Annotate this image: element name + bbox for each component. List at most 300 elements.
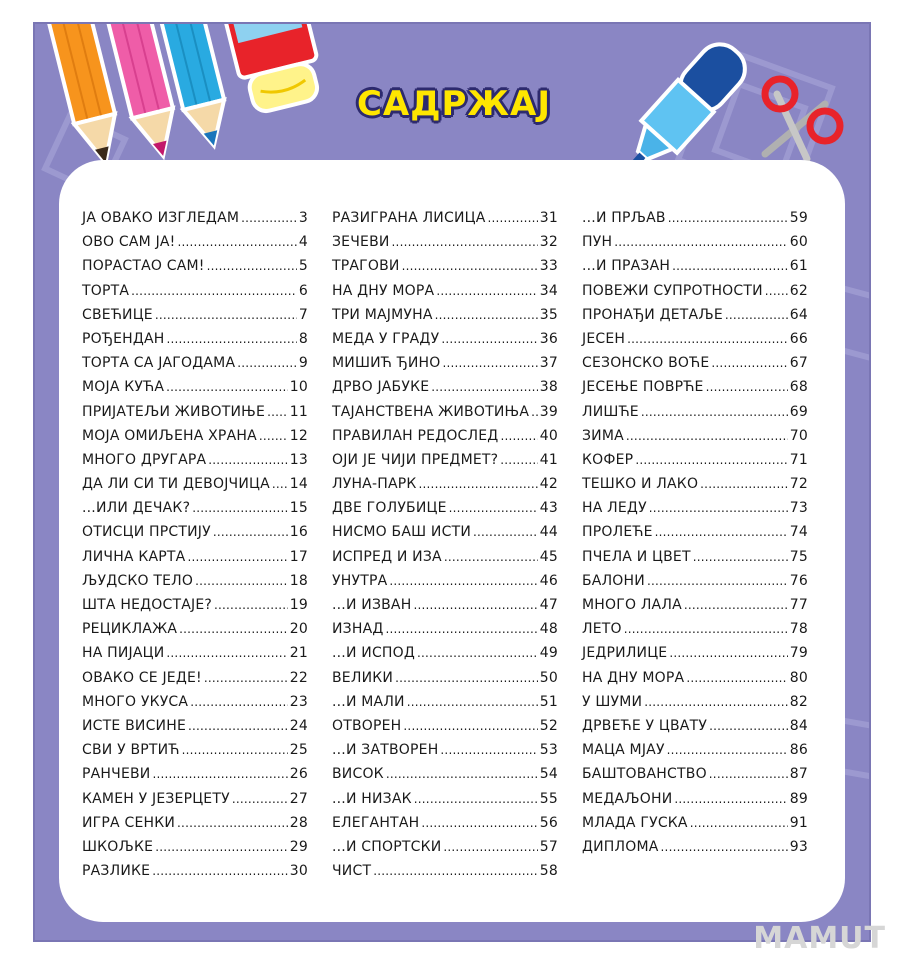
entry-title: ...ИЛИ ДЕЧАК?	[82, 500, 191, 517]
dot-leader	[403, 719, 537, 733]
contents-entry	[82, 331, 308, 355]
dot-leader	[626, 429, 788, 443]
dot-leader	[684, 598, 788, 612]
contents-entry	[582, 621, 808, 645]
contents-entry	[82, 258, 308, 282]
entry-title: ВИСОК	[332, 766, 384, 783]
contents-entry	[82, 839, 308, 863]
dot-leader	[473, 525, 538, 539]
dot-leader	[272, 477, 288, 491]
contents-entry	[582, 815, 808, 839]
entry-title: ЈЕДРИЛИЦЕ	[582, 645, 668, 662]
entry-page-number: 17	[289, 548, 308, 565]
dot-leader	[644, 695, 788, 709]
entry-title: ОВАКО СЕ ЈЕДЕ!	[82, 669, 202, 686]
entry-page-number: 11	[289, 403, 308, 420]
contents-entry	[582, 307, 808, 331]
entry-title: ЧИСТ	[332, 863, 372, 880]
entry-page-number: 38	[539, 379, 558, 396]
dot-leader	[700, 477, 788, 491]
dot-leader	[431, 380, 538, 394]
dot-leader	[419, 477, 538, 491]
entry-title: МЛАДА ГУСКА	[582, 814, 688, 831]
entry-title: УНУТРА	[332, 572, 388, 589]
entry-title: ТОРТА	[82, 282, 130, 299]
entry-page-number: 82	[789, 693, 808, 710]
entry-page-number: 70	[789, 427, 808, 444]
entry-page-number: 44	[539, 524, 558, 541]
entry-title: ...И ПРАЗАН	[582, 258, 671, 275]
entry-page-number: 13	[289, 451, 308, 468]
contents-entry	[332, 404, 558, 428]
dot-leader	[166, 380, 288, 394]
contents-entry	[582, 404, 808, 428]
contents-entry	[332, 210, 558, 234]
entry-page-number: 16	[289, 524, 308, 541]
entry-page-number: 87	[789, 766, 808, 783]
entry-page-number: 9	[298, 355, 308, 372]
dot-leader	[395, 671, 538, 685]
dot-leader	[711, 356, 787, 370]
entry-page-number: 31	[539, 210, 558, 226]
contents-entry	[332, 355, 558, 379]
entry-title: ДРВЕЋЕ У ЦВАТУ	[582, 717, 708, 734]
contents-entry	[582, 476, 808, 500]
dot-leader	[655, 525, 788, 539]
entry-title: РАНЧЕВИ	[82, 766, 151, 783]
entry-page-number: 89	[789, 790, 808, 807]
entry-page-number: 80	[789, 669, 808, 686]
entry-title: ДВЕ ГОЛУБИЦЕ	[332, 500, 447, 517]
dot-leader	[213, 525, 288, 539]
contents-entry	[332, 645, 558, 669]
entry-page-number: 66	[789, 330, 808, 347]
entry-page-number: 18	[289, 572, 308, 589]
dot-leader	[386, 622, 538, 636]
dot-leader	[155, 840, 288, 854]
dot-leader	[152, 864, 288, 878]
contents-entry	[82, 379, 308, 403]
entry-page-number: 74	[789, 524, 808, 541]
entry-title: ОТВОРЕН	[332, 717, 402, 734]
entry-title: ПРАВИЛАН РЕДОСЛЕД	[332, 427, 499, 444]
contents-column-1	[82, 210, 308, 887]
contents-entry	[82, 742, 308, 766]
entry-title: МЕДАЉОНИ	[582, 790, 673, 807]
entry-page-number: 50	[539, 669, 558, 686]
entry-page-number: 52	[539, 717, 558, 734]
contents-entry	[82, 621, 308, 645]
entry-title: ТЕШКО И ЛАКО	[582, 476, 699, 493]
entry-title: КОФЕР	[582, 451, 634, 468]
dot-leader	[155, 308, 297, 322]
entry-title: НА ПИЈАЦИ	[82, 645, 165, 662]
entry-page-number: 10	[289, 379, 308, 396]
entry-title: ЛУНА-ПАРК	[332, 476, 417, 493]
entry-page-number: 36	[539, 330, 558, 347]
entry-title: МИШИЋ ЂИНО	[332, 355, 441, 372]
entry-title: ...И ИСПОД	[332, 645, 416, 662]
entry-title: СВЕЋИЦЕ	[82, 306, 153, 323]
entry-page-number: 76	[789, 572, 808, 589]
entry-title: ЕЛЕГАНТАН	[332, 814, 420, 831]
dot-leader	[443, 840, 537, 854]
contents-entry	[582, 718, 808, 742]
dot-leader	[259, 429, 288, 443]
entry-page-number: 77	[789, 597, 808, 613]
page-title: САДРЖАЈ	[356, 84, 552, 124]
contents-entry	[582, 694, 808, 718]
dot-leader	[195, 574, 288, 588]
contents-entry	[582, 742, 808, 766]
entry-title: МНОГО ЛАЛА	[582, 597, 682, 613]
entry-page-number: 35	[539, 306, 558, 323]
contents-entry	[582, 428, 808, 452]
dot-leader	[237, 356, 297, 370]
entry-title: ДРВО ЈАБУКЕ	[332, 379, 430, 396]
entry-page-number: 15	[289, 500, 308, 517]
dot-leader	[208, 453, 288, 467]
dot-leader	[179, 622, 288, 636]
entry-page-number: 42	[539, 476, 558, 493]
entry-page-number: 56	[539, 814, 558, 831]
contents-entry	[332, 476, 558, 500]
entry-title: ДА ЛИ СИ ТИ ДЕВОЈЧИЦА	[82, 476, 270, 493]
entry-title: ПРОНАЂИ ДЕТАЉЕ	[582, 306, 723, 323]
entry-title: НИСМО БАШ ИСТИ	[332, 524, 471, 541]
entry-title: ЗИМА	[582, 427, 624, 444]
dot-leader	[661, 840, 788, 854]
dot-leader	[207, 259, 297, 273]
entry-page-number: 41	[539, 451, 558, 468]
entry-title: КАМЕН У ЈЕЗЕРЦЕТУ	[82, 790, 230, 807]
entry-page-number: 67	[789, 355, 808, 372]
entry-title: ЈЕСЕЊЕ ПОВРЋЕ	[582, 379, 704, 396]
entry-page-number: 91	[789, 814, 808, 831]
contents-entry	[582, 670, 808, 694]
dot-leader	[441, 332, 537, 346]
contents-entry	[82, 549, 308, 573]
entry-title: ОЈИ ЈЕ ЧИЈИ ПРЕДМЕТ?	[332, 451, 499, 468]
contents-entry	[82, 815, 308, 839]
entry-title: У ШУМИ	[582, 693, 643, 710]
entry-page-number: 37	[539, 355, 558, 372]
contents-entry	[582, 258, 808, 282]
contents-entry	[82, 500, 308, 524]
contents-entry	[82, 404, 308, 428]
dot-leader	[442, 356, 537, 370]
dot-leader	[402, 259, 538, 273]
dot-leader	[440, 743, 537, 757]
contents-entry	[582, 452, 808, 476]
entry-title: ...И ПРЉАВ	[582, 210, 666, 226]
dot-leader	[131, 284, 297, 298]
watermark-logo: MAMUT	[753, 921, 886, 956]
entry-page-number: 54	[539, 766, 558, 783]
entry-title: ...И МАЛИ	[332, 693, 405, 710]
dot-leader	[500, 429, 537, 443]
contents-entry	[582, 645, 808, 669]
dot-leader	[241, 211, 297, 225]
entry-page-number: 71	[789, 451, 808, 468]
entry-page-number: 7	[298, 306, 308, 323]
entry-title: ПОРАСТАО САМ!	[82, 258, 205, 275]
dot-leader	[487, 211, 537, 225]
contents-entry	[332, 549, 558, 573]
entry-title: ИСТЕ ВИСИНЕ	[82, 717, 186, 734]
contents-entry	[82, 645, 308, 669]
entry-page-number: 61	[789, 258, 808, 275]
entry-page-number: 64	[789, 306, 808, 323]
contents-entry	[82, 355, 308, 379]
dot-leader	[647, 574, 788, 588]
entry-title: ЛИЧНА КАРТА	[82, 548, 186, 565]
contents-entry	[82, 670, 308, 694]
dot-leader	[214, 598, 288, 612]
contents-entry	[582, 766, 808, 790]
dot-leader	[435, 308, 538, 322]
contents-entry	[582, 839, 808, 863]
entry-page-number: 47	[539, 597, 558, 613]
entry-title: ИГРА СЕНКИ	[82, 814, 176, 831]
entry-title: ОВО САМ ЈА!	[82, 234, 176, 251]
entry-title: ВЕЛИКИ	[332, 669, 394, 686]
entry-page-number: 55	[539, 790, 558, 807]
entry-page-number: 43	[539, 500, 558, 517]
dot-leader	[421, 816, 537, 830]
contents-entry	[82, 307, 308, 331]
dot-leader	[614, 235, 788, 249]
dot-leader	[389, 574, 537, 588]
entry-page-number: 40	[539, 427, 558, 444]
entry-page-number: 39	[539, 403, 558, 420]
contents-entry	[82, 210, 308, 234]
contents-entry	[582, 379, 808, 403]
contents-entry	[332, 863, 558, 887]
contents-entry	[332, 379, 558, 403]
entry-title: БАШТОВАНСТВО	[582, 766, 707, 783]
dot-leader	[166, 646, 287, 660]
entry-title: ЈЕСЕН	[582, 330, 626, 347]
entry-title: ...И НИЗАК	[332, 790, 412, 807]
contents-entry	[582, 283, 808, 307]
entry-title: РАЗИГРАНА ЛИСИЦА	[332, 210, 486, 226]
contents-entry	[82, 452, 308, 476]
entry-title: НА ДНУ МОРА	[332, 282, 435, 299]
dot-leader	[177, 816, 288, 830]
entry-page-number: 29	[289, 838, 308, 855]
contents-entry	[332, 791, 558, 815]
entry-page-number: 62	[789, 282, 808, 299]
contents-column-2	[332, 210, 558, 887]
entry-title: ТРИ МАЈМУНА	[332, 306, 433, 323]
contents-entry	[582, 210, 808, 234]
contents-entry	[82, 718, 308, 742]
entry-title: БАЛОНИ	[582, 572, 645, 589]
dot-leader	[765, 284, 788, 298]
dot-leader	[413, 598, 537, 612]
contents-entry	[332, 258, 558, 282]
contents-entry	[332, 815, 558, 839]
contents-entry	[82, 476, 308, 500]
entry-title: СЕЗОНСКО ВОЋЕ	[582, 355, 710, 372]
entry-page-number: 79	[789, 645, 808, 662]
entry-title: МОЈА ОМИЉЕНА ХРАНА	[82, 427, 257, 444]
contents-entry	[332, 621, 558, 645]
dot-leader	[667, 743, 788, 757]
dot-leader	[709, 767, 788, 781]
entry-title: ПОВЕЖИ СУПРОТНОСТИ	[582, 282, 763, 299]
entry-title: ИЗНАД	[332, 621, 384, 638]
dot-leader	[668, 211, 788, 225]
contents-entry	[582, 524, 808, 548]
dot-leader	[178, 235, 297, 249]
entry-title: ИСПРЕД И ИЗА	[332, 548, 442, 565]
entry-page-number: 32	[539, 234, 558, 251]
contents-entry	[82, 597, 308, 621]
entry-title: ТРАГОВИ	[332, 258, 400, 275]
entry-page-number: 73	[789, 500, 808, 517]
entry-page-number: 25	[289, 742, 308, 759]
contents-entry	[582, 500, 808, 524]
dot-leader	[267, 405, 288, 419]
contents-entry	[82, 428, 308, 452]
dot-leader	[204, 671, 288, 685]
dot-leader	[407, 695, 538, 709]
contents-entry	[82, 766, 308, 790]
contents-entry	[332, 307, 558, 331]
dot-leader	[693, 550, 788, 564]
dot-leader	[166, 332, 296, 346]
entry-page-number: 33	[539, 258, 558, 275]
entry-page-number: 12	[289, 427, 308, 444]
entry-page-number: 30	[289, 863, 308, 880]
contents-entry	[82, 234, 308, 258]
dot-leader	[649, 501, 788, 515]
dot-leader	[641, 405, 788, 419]
entry-title: ЉУДСКО ТЕЛО	[82, 572, 194, 589]
dot-leader	[392, 235, 538, 249]
contents-entry	[332, 718, 558, 742]
dot-leader	[686, 671, 787, 685]
entry-page-number: 3	[298, 210, 308, 226]
entry-page-number: 8	[298, 330, 308, 347]
dot-leader	[725, 308, 788, 322]
contents-entry	[332, 670, 558, 694]
contents-entry	[332, 234, 558, 258]
entry-page-number: 20	[289, 621, 308, 638]
entry-title: РАЗЛИКЕ	[82, 863, 151, 880]
entry-page-number: 58	[539, 863, 558, 880]
entry-title: ЈА ОВАКО ИЗГЛЕДАМ	[82, 210, 240, 226]
entry-title: ПЧЕЛА И ЦВЕТ	[582, 548, 691, 565]
entry-title: ...И ЗАТВОРЕН	[332, 742, 439, 759]
entry-page-number: 4	[298, 234, 308, 251]
entry-page-number: 59	[789, 210, 808, 226]
contents-entry	[332, 573, 558, 597]
entry-title: ПУН	[582, 234, 613, 251]
contents-entry	[82, 283, 308, 307]
contents-entry	[332, 524, 558, 548]
entry-title: ПРИЈАТЕЉИ ЖИВОТИЊЕ	[82, 403, 266, 420]
contents-entry	[332, 694, 558, 718]
entry-title: ТАЈАНСТВЕНА ЖИВОТИЊА	[332, 403, 530, 420]
entry-page-number: 24	[289, 717, 308, 734]
entry-title: ПРОЛЕЋЕ	[582, 524, 653, 541]
contents-entry	[582, 791, 808, 815]
dot-leader	[417, 646, 538, 660]
dot-leader	[500, 453, 538, 467]
dot-leader	[706, 380, 788, 394]
entry-page-number: 48	[539, 621, 558, 638]
contents-entry	[82, 791, 308, 815]
dot-leader	[674, 792, 787, 806]
dot-leader	[190, 695, 288, 709]
entry-title: РЕЦИКЛАЖА	[82, 621, 178, 638]
contents-entry	[332, 597, 558, 621]
contents-entry	[332, 331, 558, 355]
contents-entry	[82, 694, 308, 718]
contents-column-3	[582, 210, 808, 863]
dot-leader	[449, 501, 538, 515]
contents-entry	[332, 452, 558, 476]
entry-title: РОЂЕНДАН	[82, 330, 165, 347]
entry-title: ОТИСЦИ ПРСТИЈУ	[82, 524, 211, 541]
entry-title: МНОГО ДРУГАРА	[82, 451, 207, 468]
entry-page-number: 78	[789, 621, 808, 638]
entry-page-number: 75	[789, 548, 808, 565]
entry-page-number: 84	[789, 717, 808, 734]
contents-entry	[582, 549, 808, 573]
dot-leader	[635, 453, 787, 467]
entry-title: ТОРТА СА ЈАГОДАМА	[82, 355, 236, 372]
entry-title: ШТА НЕДОСТАЈЕ?	[82, 597, 212, 613]
entry-title: ДИПЛОМА	[582, 838, 659, 855]
contents-entry	[582, 234, 808, 258]
contents-entry	[82, 524, 308, 548]
entry-title: МАЦА МЈАУ	[582, 742, 665, 759]
dot-leader	[624, 622, 788, 636]
entry-title: ...И СПОРТСКИ	[332, 838, 442, 855]
entry-page-number: 86	[789, 742, 808, 759]
dot-leader	[627, 332, 788, 346]
contents-page	[33, 22, 871, 942]
dot-leader	[444, 550, 538, 564]
dot-leader	[373, 864, 538, 878]
entry-page-number: 19	[289, 597, 308, 613]
entry-page-number: 60	[789, 234, 808, 251]
dot-leader	[709, 719, 788, 733]
contents-entry	[82, 863, 308, 887]
contents-entry	[582, 331, 808, 355]
entry-page-number: 51	[539, 693, 558, 710]
entry-title: ...И ИЗВАН	[332, 597, 412, 613]
dot-leader	[232, 792, 288, 806]
contents-entry	[582, 597, 808, 621]
entry-title: ШКОЉКЕ	[82, 838, 154, 855]
contents-entry	[582, 573, 808, 597]
entry-page-number: 93	[789, 838, 808, 855]
contents-entry	[332, 428, 558, 452]
entry-page-number: 6	[298, 282, 308, 299]
dot-leader	[669, 646, 787, 660]
entry-page-number: 22	[289, 669, 308, 686]
entry-page-number: 28	[289, 814, 308, 831]
dot-leader	[690, 816, 788, 830]
dot-leader	[414, 792, 538, 806]
contents-entry	[582, 355, 808, 379]
entry-title: НА ДНУ МОРА	[582, 669, 685, 686]
